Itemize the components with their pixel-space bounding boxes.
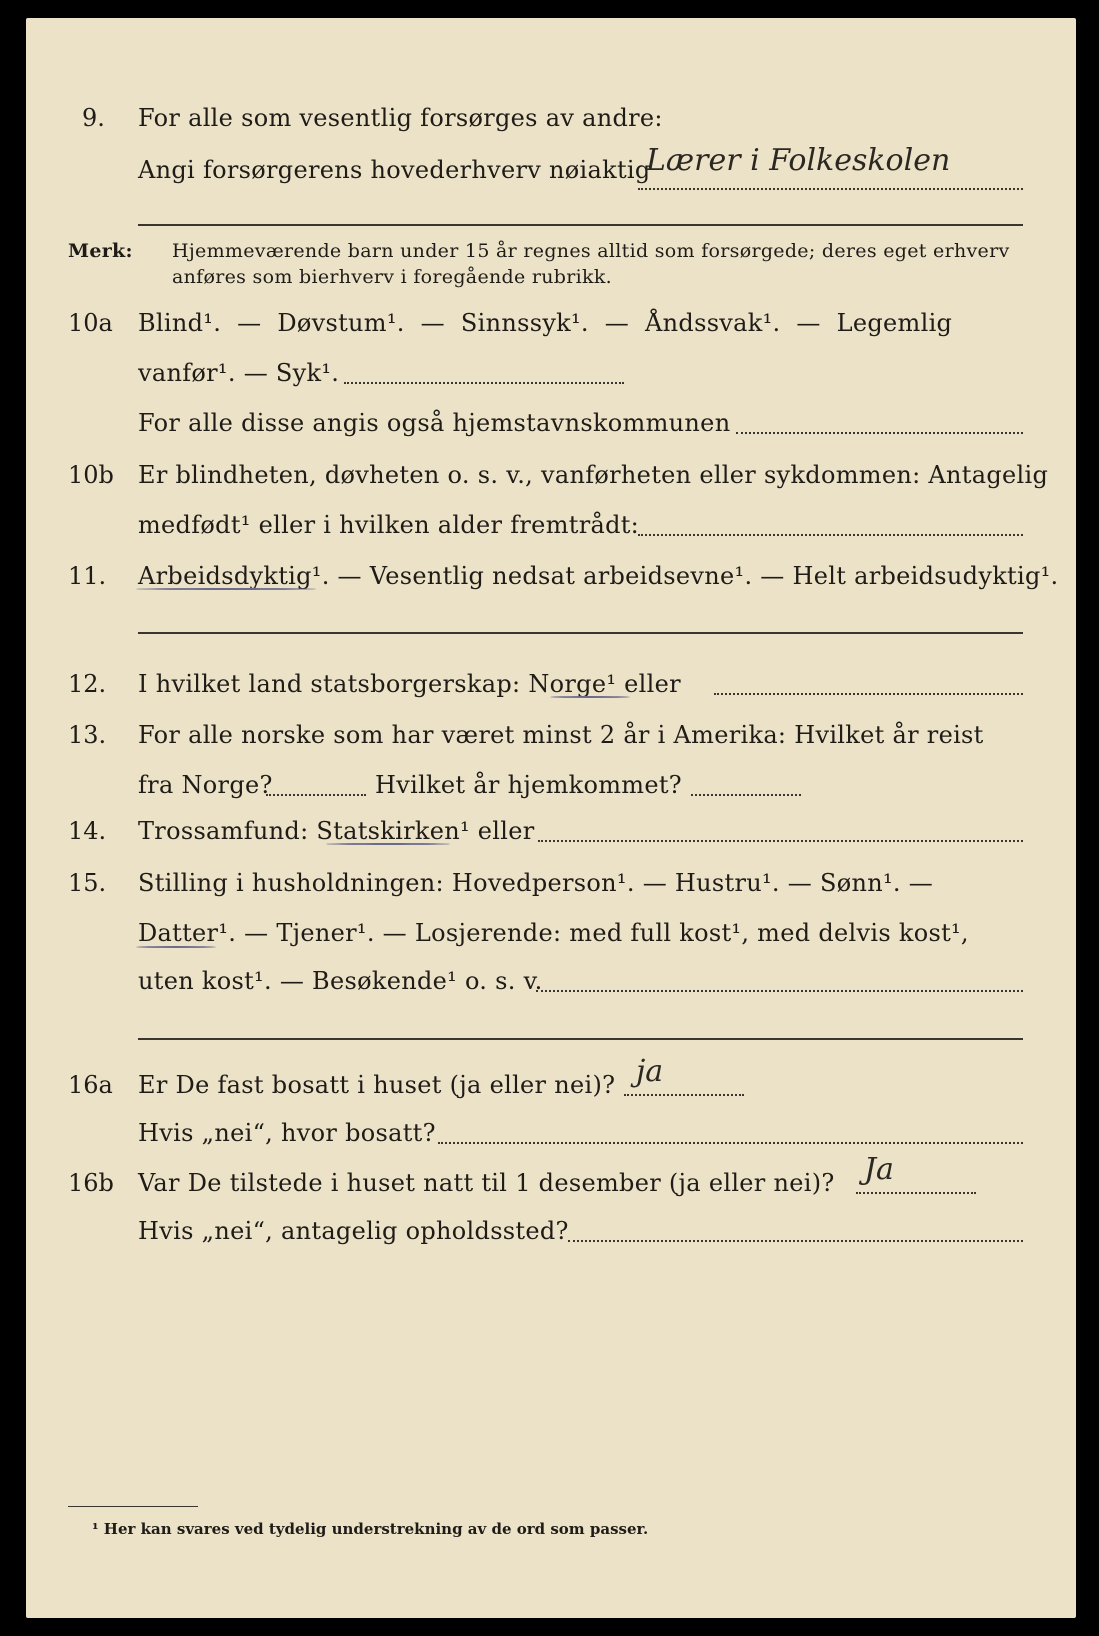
- q16b-opphold-line: [568, 1240, 1023, 1242]
- q11-extra-line: [138, 632, 1023, 634]
- q9-answer: Lærer i Folkeskolen: [646, 143, 951, 178]
- merk-line1: Hjemmeværende barn under 15 år regnes alltid som forsørgede; deres eget erhverv: [172, 240, 1010, 262]
- q16b-line2: Hvis „nei“, antagelig opholdssted?: [138, 1217, 569, 1245]
- q9-line1: For alle som vesentlig forsørges av andre:: [138, 104, 663, 132]
- q16a-number: 16a: [68, 1071, 113, 1099]
- q12-underline-mark: [550, 696, 630, 698]
- q13-line2b: Hvilket år hjemkommet?: [375, 771, 682, 799]
- q16a-answer-line: [624, 1094, 744, 1096]
- q16a-line2: Hvis „nei“, hvor bosatt?: [138, 1119, 436, 1147]
- footnote-rule: [68, 1506, 198, 1507]
- q15-extra-line: [138, 1038, 1023, 1040]
- q10b-answer-line: [638, 534, 1023, 536]
- footnote-text: ¹ Her kan svares ved tydelig understrekning av de ord som passer.: [92, 1520, 649, 1538]
- q10b-number: 10b: [68, 461, 114, 489]
- form-page: [26, 18, 1076, 1618]
- q9-line2: Angi forsørgerens hovederhverv nøiaktig: [138, 156, 651, 184]
- q10a-kommune-line: [736, 432, 1023, 434]
- q9-extra-line: [138, 224, 1023, 226]
- q16b-line1: Var De tilstede i huset natt til 1 desember (ja eller nei)?: [138, 1169, 835, 1197]
- q12-answer-line: [714, 693, 1023, 695]
- q10b-line1: Er blindheten, døvheten o. s. v., vanførheten eller sykdommen: Antagelig: [138, 461, 1049, 489]
- q14-line1: Trossamfund: Statskirken¹ eller: [138, 817, 535, 845]
- q11-underline-mark: [136, 588, 316, 590]
- q10a-line3: For alle disse angis også hjemstavnskommunen: [138, 409, 731, 437]
- q10a-line1: Blind¹. — Døvstum¹. — Sinnssyk¹. — Åndssvak¹. — Legemlig: [138, 309, 953, 337]
- q12-number: 12.: [68, 670, 107, 698]
- q9-number: 9.: [82, 104, 105, 132]
- q12-line1: I hvilket land statsborgerskap: Norge¹ eller: [138, 670, 681, 698]
- q16b-answer: Ja: [864, 1152, 894, 1187]
- q13-reist-line: [266, 794, 366, 796]
- q15-number: 15.: [68, 869, 107, 897]
- merk-line2: anføres som bierhverv i foregående rubrikk.: [172, 266, 612, 288]
- q15-line2: Datter¹. — Tjener¹. — Losjerende: med full kost¹, med delvis kost¹,: [138, 919, 969, 947]
- q10b-line2: medfødt¹ eller i hvilken alder fremtrådt:: [138, 511, 640, 539]
- q15-line1: Stilling i husholdningen: Hovedperson¹. — Hustru¹. — Sønn¹. —: [138, 869, 934, 897]
- q16a-line1: Er De fast bosatt i huset (ja eller nei)?: [138, 1071, 616, 1099]
- q13-line1: For alle norske som har været minst 2 år i Amerika: Hvilket år reist: [138, 721, 984, 749]
- q15-underline-mark: [136, 946, 216, 948]
- q16a-answer: ja: [636, 1054, 664, 1089]
- q16b-answer-line: [856, 1192, 976, 1194]
- q16b-number: 16b: [68, 1169, 114, 1197]
- q14-number: 14.: [68, 817, 107, 845]
- q10a-syk-line: [344, 382, 624, 384]
- q13-number: 13.: [68, 721, 107, 749]
- q9-answer-line: [638, 188, 1023, 190]
- q13-line2a: fra Norge?: [138, 771, 273, 799]
- q15-line3: uten kost¹. — Besøkende¹ o. s. v.: [138, 967, 543, 995]
- q15-answer-line: [536, 990, 1023, 992]
- q14-underline-mark: [326, 843, 450, 845]
- q11-line1: Arbeidsdyktig¹. — Vesentlig nedsat arbeidsevne¹. — Helt arbeidsudyktig¹.: [138, 562, 1059, 590]
- q10a-line2: vanfør¹. — Syk¹.: [138, 359, 340, 387]
- q16a-bosatt-line: [438, 1142, 1023, 1144]
- merk-label: Merk:: [68, 240, 133, 262]
- q10a-number: 10a: [68, 309, 113, 337]
- q14-answer-line: [538, 840, 1023, 842]
- q13-hjemkommet-line: [691, 794, 801, 796]
- q11-number: 11.: [68, 562, 107, 590]
